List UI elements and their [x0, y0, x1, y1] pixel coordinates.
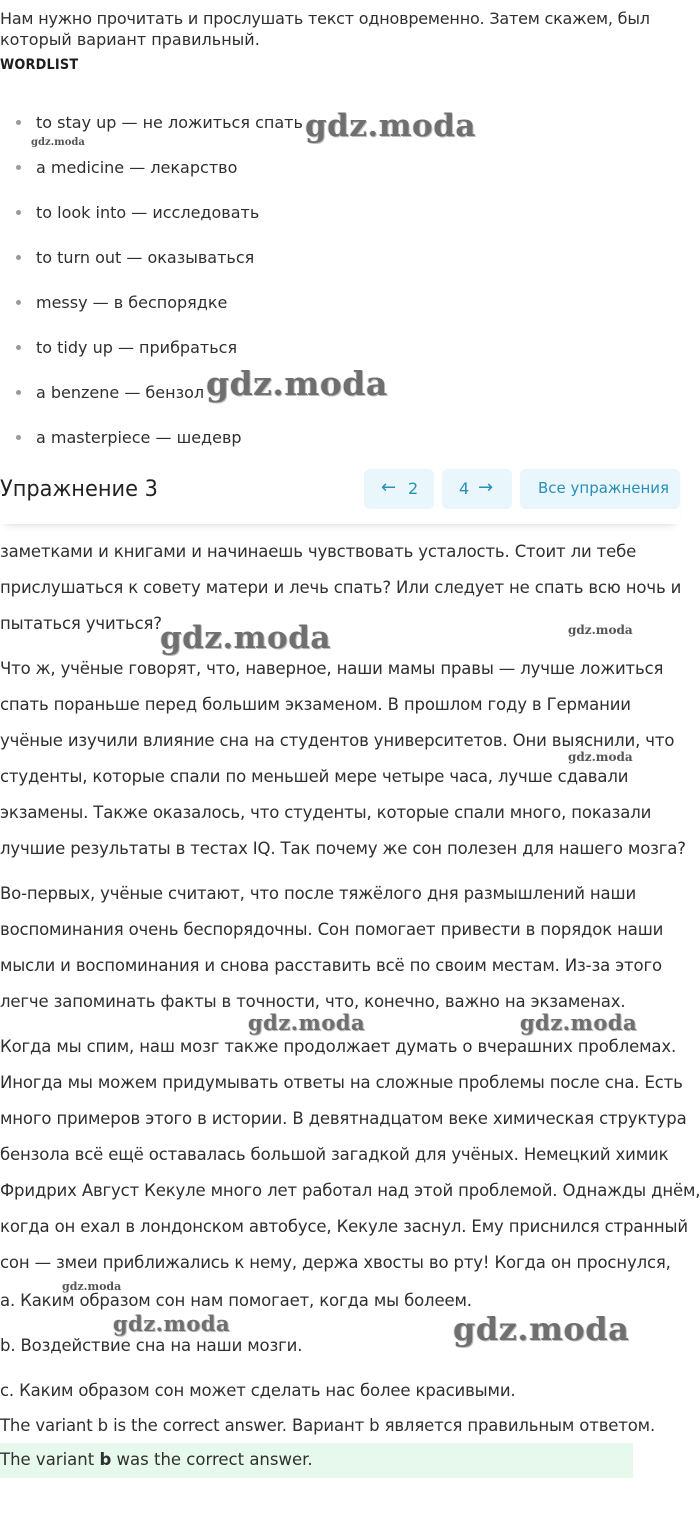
prev-exercise-button[interactable]: ← 2 [364, 469, 434, 509]
answer-explanation: The variant b is the correct answer. Вариант b является правильным ответом. [0, 1416, 656, 1435]
text-line: экзамены. Также оказалось, что студенты, которые спали много, показали [0, 803, 652, 822]
text-line: прислушаться к совету матери и лечь спать? Или следует не спать всю ночь и [0, 578, 682, 597]
option-a: a. Каким образом сон нам помогает, когда мы болеем. [0, 1291, 472, 1310]
text-line: когда он ехал в лондонском автобусе, Кекуле заснул. Ему приснился странный [0, 1217, 688, 1236]
watermark-logo: gdz.moda [520, 1010, 638, 1035]
option-c: c. Каким образом сон может сделать нас более красивыми. [0, 1381, 516, 1400]
option-b: b. Воздействие сна на наши мозги. [0, 1336, 303, 1355]
text-line: сон — змеи приближались к нему, держа хвосты во рту! Когда он проснулся, [0, 1253, 671, 1272]
text-line: заметками и книгами и начинаешь чувствовать усталость. Стоит ли тебе [0, 542, 637, 561]
watermark-logo: gdz.moda [206, 364, 388, 403]
arrow-left-icon: ← [381, 477, 397, 498]
text-line: Что ж, учёные говорят, что, наверное, наши мамы правы — лучше ложиться [0, 659, 664, 678]
arrow-right-icon: → [478, 477, 494, 498]
next-exercise-button[interactable]: 4 → [442, 469, 512, 509]
watermark-logo: gdz.moda [248, 1010, 366, 1035]
text-line: Когда мы спим, наш мозг также продолжает думать о вчерашних проблемах. [0, 1037, 677, 1056]
bullet-icon [16, 255, 21, 260]
list-item: to turn out — оказываться [0, 245, 600, 275]
watermark-small: gdz.moda [568, 750, 633, 764]
list-item: messy — в беспорядке [0, 290, 600, 320]
list-item: to look into — исследовать [0, 200, 600, 230]
watermark-logo: gdz.moda [113, 1311, 231, 1336]
list-item: a masterpiece — шедевр [0, 425, 600, 455]
text-line: Иногда мы можем придумывать ответы на сложные проблемы после сна. Есть [0, 1073, 683, 1092]
text-line: мысли и воспоминания и снова расставить всё по своим местам. Из-за этого [0, 956, 662, 975]
watermark-logo: gdz.moda [160, 620, 331, 656]
text-line: учёные изучили влияние сна на студентов университетов. Они выяснили, что [0, 731, 675, 750]
intro-text: Нам нужно прочитать и прослушать текст одновременно. Затем скажем, был [0, 9, 650, 28]
exercise-title: Упражнение 3 [0, 477, 158, 502]
list-item: to tidy up — прибраться [0, 335, 600, 365]
all-exercises-button[interactable]: Все упражнения [520, 469, 680, 509]
text-line: Фридрих Август Кекуле много лет работал над этой проблемой. Однажды днём, [0, 1181, 700, 1200]
text-line: Во-первых, учёные считают, что после тяжёлого дня размышлений наши [0, 884, 637, 903]
bullet-icon [16, 120, 21, 125]
text-line: студенты, которые спали по меньшей мере четыре часа, лучше сдавали [0, 767, 629, 786]
text-line: лучшие результаты в тестах IQ. Так почему же сон полезен для нашего мозга? [0, 839, 686, 858]
bullet-icon [16, 345, 21, 350]
exercise-nav-bar [0, 462, 680, 524]
list-item: a medicine — лекарство [0, 155, 600, 185]
watermark-small: gdz.moda [568, 623, 633, 637]
bullet-icon [16, 300, 21, 305]
bullet-icon [16, 210, 21, 215]
bullet-icon [16, 165, 21, 170]
wordlist-heading: WORDLIST [0, 57, 79, 73]
watermark-small: gdz.moda [31, 137, 85, 148]
list-item: to stay up — не ложиться спать [0, 110, 600, 140]
clipped-text-line: который вариант правильный. [0, 30, 260, 49]
text-line: пытаться учиться? [0, 614, 162, 633]
watermark-logo: gdz.moda [305, 108, 476, 144]
bullet-icon [16, 390, 21, 395]
list-item: a benzene — бензол [0, 380, 600, 410]
watermark-logo: gdz.moda [453, 1310, 630, 1348]
bullet-icon [16, 435, 21, 440]
text-line: воспоминания очень беспорядочны. Сон помогает привести в порядок наши [0, 920, 664, 939]
text-line: много примеров этого в истории. В девятнадцатом веке химическая структура [0, 1109, 687, 1128]
text-line: бензола всё ещё оставалась большой загадкой для учёных. Немецкий химик [0, 1145, 669, 1164]
text-line: легче запоминать факты в точности, что, конечно, важно на экзаменах. [0, 992, 626, 1011]
final-answer: The variant b was the correct answer. [0, 1450, 313, 1469]
text-line: спать пораньше перед большим экзаменом. В прошлом году в Германии [0, 695, 631, 714]
watermark-small: gdz.moda [62, 1280, 122, 1293]
